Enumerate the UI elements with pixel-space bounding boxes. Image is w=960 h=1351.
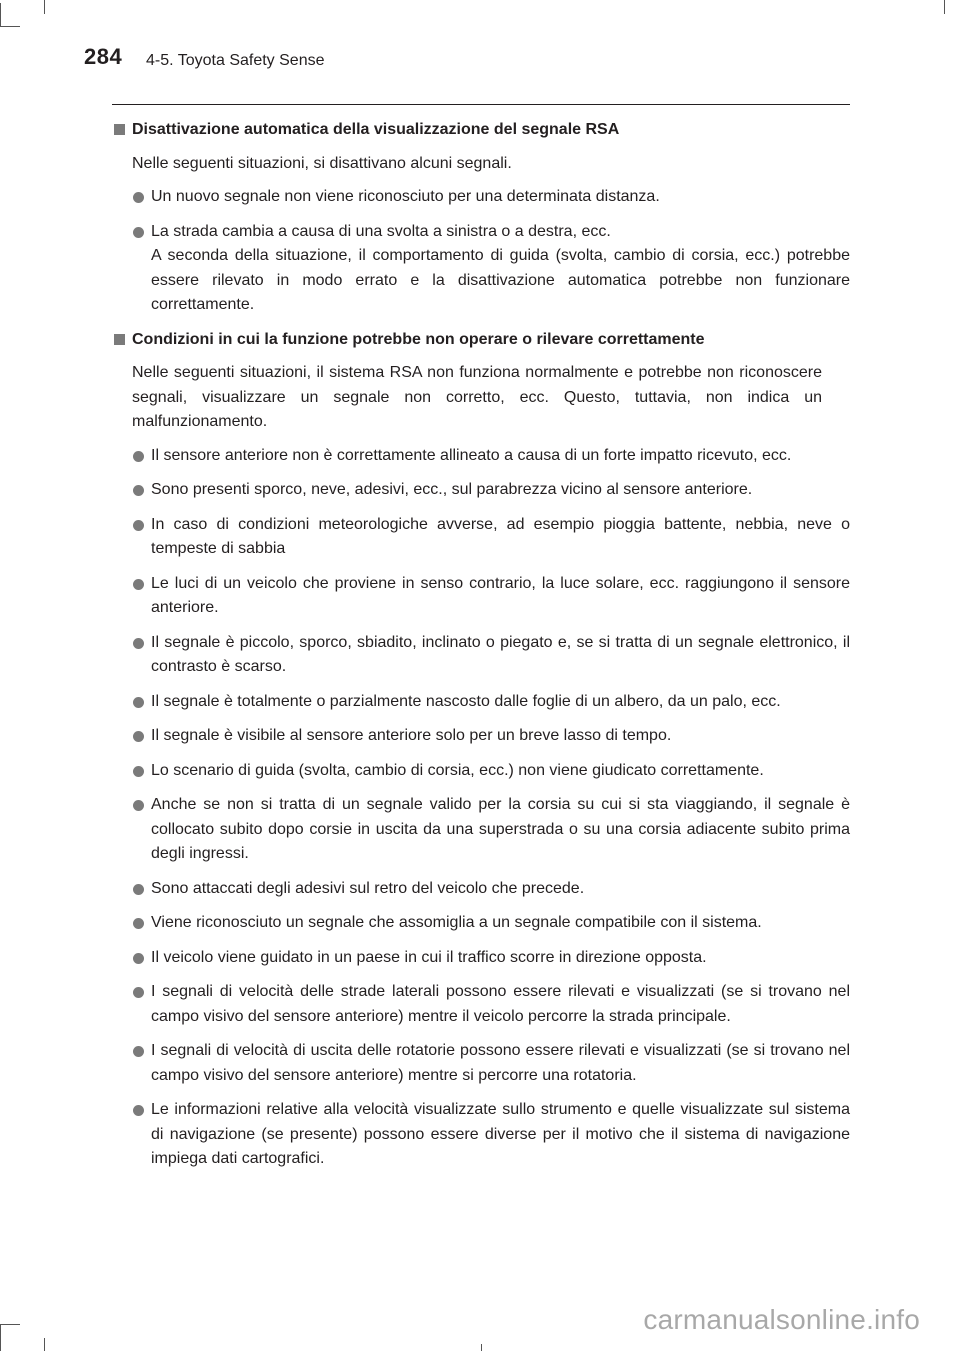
circle-bullet-icon [133, 579, 144, 590]
list-item-text: Il segnale è visibile al sensore anteriore solo per un breve lasso di tempo. [151, 727, 672, 744]
list-item-text: Il sensore anteriore non è correttamente allineato a causa di un forte impatto ricevuto, ecc. [151, 446, 792, 464]
circle-bullet-icon [133, 485, 144, 496]
list-item-text: Il veicolo viene guidato in un paese in cui il traffico scorre in direzione opposta. [151, 948, 707, 966]
circle-bullet-icon [133, 520, 144, 531]
list-item-text: Un nuovo segnale non viene riconosciuto per una determinata distanza. [151, 188, 660, 205]
square-bullet-icon [114, 124, 125, 135]
list-item-text: La strada cambia a causa di una svolta a sinistra o a destra, ecc. [151, 222, 611, 240]
list-item [132, 946, 850, 971]
watermark: carmanualsonline.info [643, 1304, 920, 1335]
list-item [132, 911, 850, 936]
circle-bullet-icon [133, 953, 144, 964]
list-item [132, 724, 850, 749]
page-content [112, 118, 850, 1182]
circle-bullet-icon [133, 192, 144, 203]
circle-bullet-icon [133, 1046, 144, 1057]
list-item [132, 1039, 850, 1088]
circle-bullet-icon [133, 731, 144, 742]
crop-mark [44, 1338, 45, 1351]
list-item [132, 877, 850, 902]
circle-bullet-icon [133, 766, 144, 777]
section-intro: Nelle seguenti situazioni, si disattivano alcuni segnali. [132, 154, 512, 172]
list-item-text: Sono attaccati degli adesivi sul retro del veicolo che precede. [151, 879, 585, 897]
section-heading [112, 328, 850, 353]
heading-text: Condizioni in cui la funzione potrebbe non operare o rilevare correttamente [132, 330, 705, 348]
list-item-text: I segnali di velocità di uscita delle rotatorie possono essere rilevati e visualizzati (se si trovano nel campo visivo del sensore anteriore) mentre si percorre una rotatoria. [151, 1042, 850, 1084]
list-item [132, 631, 850, 680]
list-item-text: Viene riconosciuto un segnale che assomiglia a un segnale compatibile con il sistema. [151, 914, 762, 931]
list-item [132, 478, 850, 503]
list-item [132, 793, 850, 867]
crop-mark [481, 1344, 482, 1351]
circle-bullet-icon [133, 697, 144, 708]
list-item [132, 980, 850, 1029]
list-item [132, 444, 850, 469]
circle-bullet-icon [133, 918, 144, 929]
list-item-text: Sono presenti sporco, neve, adesivi, ecc., sul parabrezza vicino al sensore anteriore. [151, 481, 753, 498]
list-item [132, 690, 850, 715]
crop-mark [0, 3, 1, 27]
circle-bullet-icon [133, 1105, 144, 1116]
square-bullet-icon [114, 334, 125, 345]
circle-bullet-icon [133, 638, 144, 649]
circle-bullet-icon [133, 800, 144, 811]
crop-mark [0, 26, 20, 27]
heading-text: Disattivazione automatica della visualizzazione del segnale RSA [132, 121, 620, 138]
list-item-text: I segnali di velocità delle strade laterali possono essere rilevati e visualizzati (se si trovano nel campo visivo del sensore anteriore) mentre il veicolo percorre la strada principale. [151, 983, 850, 1025]
list-item-text: In caso di condizioni meteorologiche avverse, ad esempio pioggia battente, nebbia, neve o tempeste di sabbia [151, 515, 850, 557]
list-item [132, 572, 850, 621]
crop-mark [0, 1324, 20, 1325]
circle-bullet-icon [133, 987, 144, 998]
section-title: 4-5. Toyota Safety Sense [146, 52, 325, 69]
crop-mark [44, 0, 45, 14]
list-item [132, 1098, 850, 1172]
circle-bullet-icon [133, 884, 144, 895]
page-number: 284 [84, 44, 123, 69]
list-item-text: Il segnale è piccolo, sporco, sbiadito, inclinato o piegato e, se si tratta di un segnale elettronico, il contrasto è scarso. [151, 633, 850, 675]
list-item [132, 759, 850, 784]
crop-mark [0, 1324, 1, 1351]
list-item-note: A seconda della situazione, il comportamento di guida (svolta, cambio di corsia, ecc.) potrebbe essere rilevato in modo errato e la disattivazione automatica potrebbe non funzionare correttamente. [151, 247, 850, 313]
circle-bullet-icon [133, 227, 144, 238]
list-item-text: Lo scenario di guida (svolta, cambio di corsia, ecc.) non viene giudicato correttamente. [151, 761, 764, 779]
list-item-text: Il segnale è totalmente o parzialmente nascosto dalle foglie di un albero, da un palo, ecc. [151, 692, 781, 710]
section-intro: Nelle seguenti situazioni, il sistema RSA non funziona normalmente e potrebbe non riconoscere segnali, visualizzare un segnale non corretto, ecc. Questo, tuttavia, non indica un malfunzionamento. [132, 364, 822, 430]
crop-mark [944, 0, 945, 14]
list-item-text: Anche se non si tratta di un segnale valido per la corsia su cui si sta viaggiando, il segnale è collocato subito dopo corsie in uscita da una superstrada o su una corsia adiacente subito prima degli ingressi. [151, 796, 850, 862]
section-heading [112, 118, 850, 143]
circle-bullet-icon [133, 451, 144, 462]
list-item [132, 220, 850, 318]
list-item-text: Le informazioni relative alla velocità visualizzate sullo strumento e quelle visualizzate sul sistema di navigazione (se presente) possono essere diverse per il motivo che il sistema di navigazione impiega dati cartografici. [151, 1101, 850, 1167]
header-rule [112, 104, 850, 105]
list-item-text: Le luci di un veicolo che proviene in senso contrario, la luce solare, ecc. raggiungono il sensore anteriore. [151, 574, 850, 616]
list-item [132, 513, 850, 562]
list-item [132, 185, 850, 210]
